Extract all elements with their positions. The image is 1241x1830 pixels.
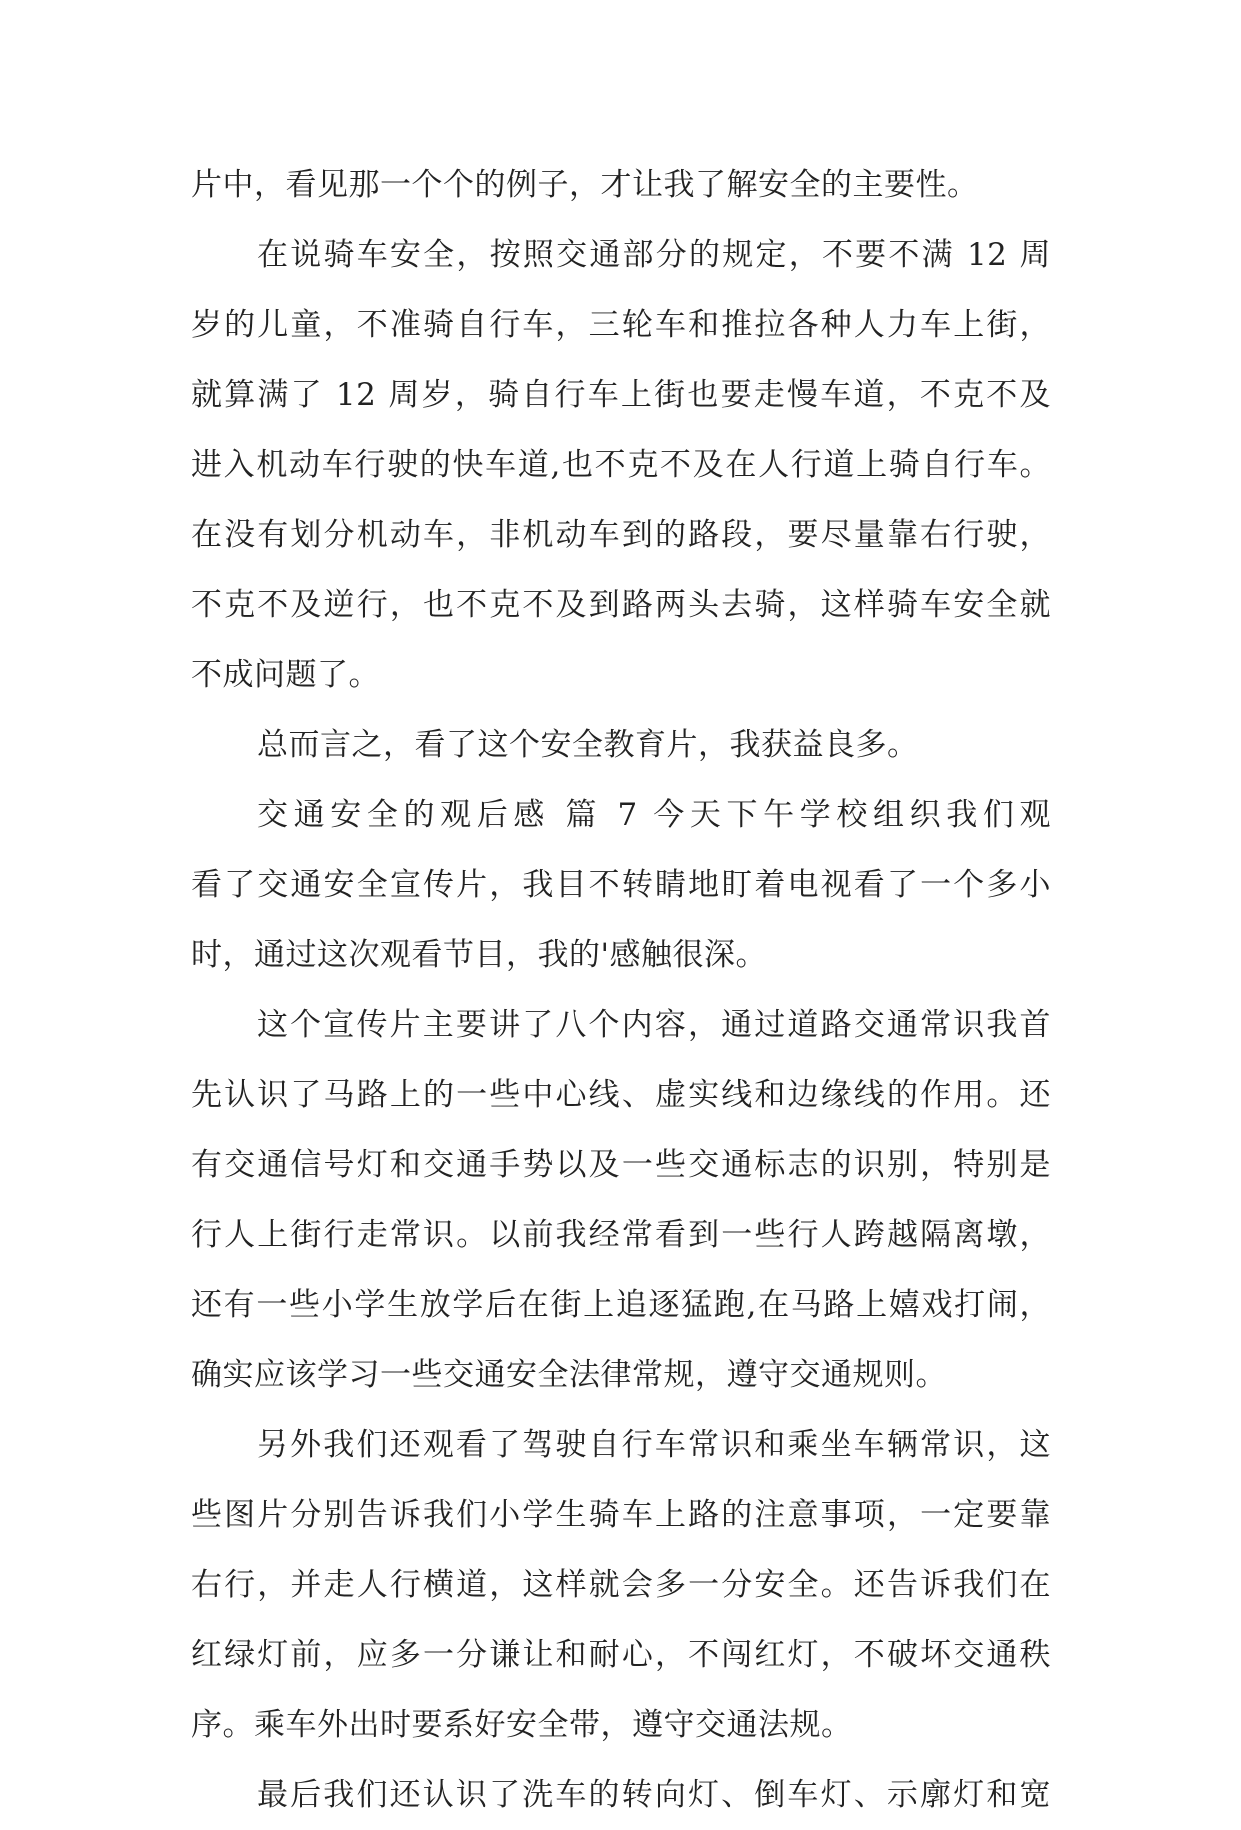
text-line: 时，通过这次观看节目，我的'感触很深。 bbox=[191, 937, 768, 973]
text-line: 红绿灯前，应多一分谦让和耐心，不闯红灯，不破坏交通秩 bbox=[191, 1637, 1051, 1673]
text-line: 进入机动车行驶的快车道,也不克不及在人行道上骑自行车。 bbox=[191, 447, 1051, 483]
text-line: 最后我们还认识了洗车的转向灯、倒车灯、示廓灯和宽 bbox=[257, 1777, 1051, 1813]
text-line: 在说骑车安全，按照交通部分的规定，不要不满 12 周 bbox=[257, 237, 1051, 273]
document-body bbox=[191, 150, 1051, 1830]
text-line: 还有一些小学生放学后在街上追逐猛跑,在马路上嬉戏打闹， bbox=[191, 1287, 1051, 1323]
text-line: 有交通信号灯和交通手势以及一些交通标志的识别，特别是 bbox=[191, 1147, 1051, 1183]
text-line: 些图片分别告诉我们小学生骑车上路的注意事项，一定要靠 bbox=[191, 1497, 1051, 1533]
text-line: 交通安全的观后感 篇 7 今天下午学校组织我们观 bbox=[257, 797, 1051, 833]
text-line: 右行，并走人行横道，这样就会多一分安全。还告诉我们在 bbox=[191, 1567, 1051, 1603]
text-line: 行人上街行走常识。以前我经常看到一些行人跨越隔离墩， bbox=[191, 1217, 1051, 1253]
text-line: 序。乘车外出时要系好安全带，遵守交通法规。 bbox=[191, 1707, 853, 1743]
text-line: 岁的儿童，不准骑自行车，三轮车和推拉各种人力车上街， bbox=[191, 307, 1051, 343]
text-line: 另外我们还观看了驾驶自行车常识和乘坐车辆常识，这 bbox=[257, 1427, 1051, 1463]
text-line: 确实应该学习一些交通安全法律常规，遵守交通规则。 bbox=[191, 1357, 947, 1393]
text-line: 就算满了 12 周岁，骑自行车上街也要走慢车道，不克不及 bbox=[191, 377, 1051, 413]
text-line: 先认识了马路上的一些中心线、虚实线和边缘线的作用。还 bbox=[191, 1077, 1051, 1113]
text-line: 不成问题了。 bbox=[191, 657, 380, 693]
text-line: 看了交通安全宣传片，我目不转睛地盯着电视看了一个多小 bbox=[191, 867, 1051, 903]
text-line: 不克不及逆行，也不克不及到路两头去骑，这样骑车安全就 bbox=[191, 587, 1051, 623]
text-line: 在没有划分机动车，非机动车到的路段，要尽量靠右行驶， bbox=[191, 517, 1051, 553]
text-line: 片中，看见那一个个的例子，才让我了解安全的主要性。 bbox=[191, 167, 979, 203]
text-line: 这个宣传片主要讲了八个内容，通过道路交通常识我首 bbox=[257, 1007, 1051, 1043]
text-line: 总而言之，看了这个安全教育片，我获益良多。 bbox=[257, 727, 919, 763]
